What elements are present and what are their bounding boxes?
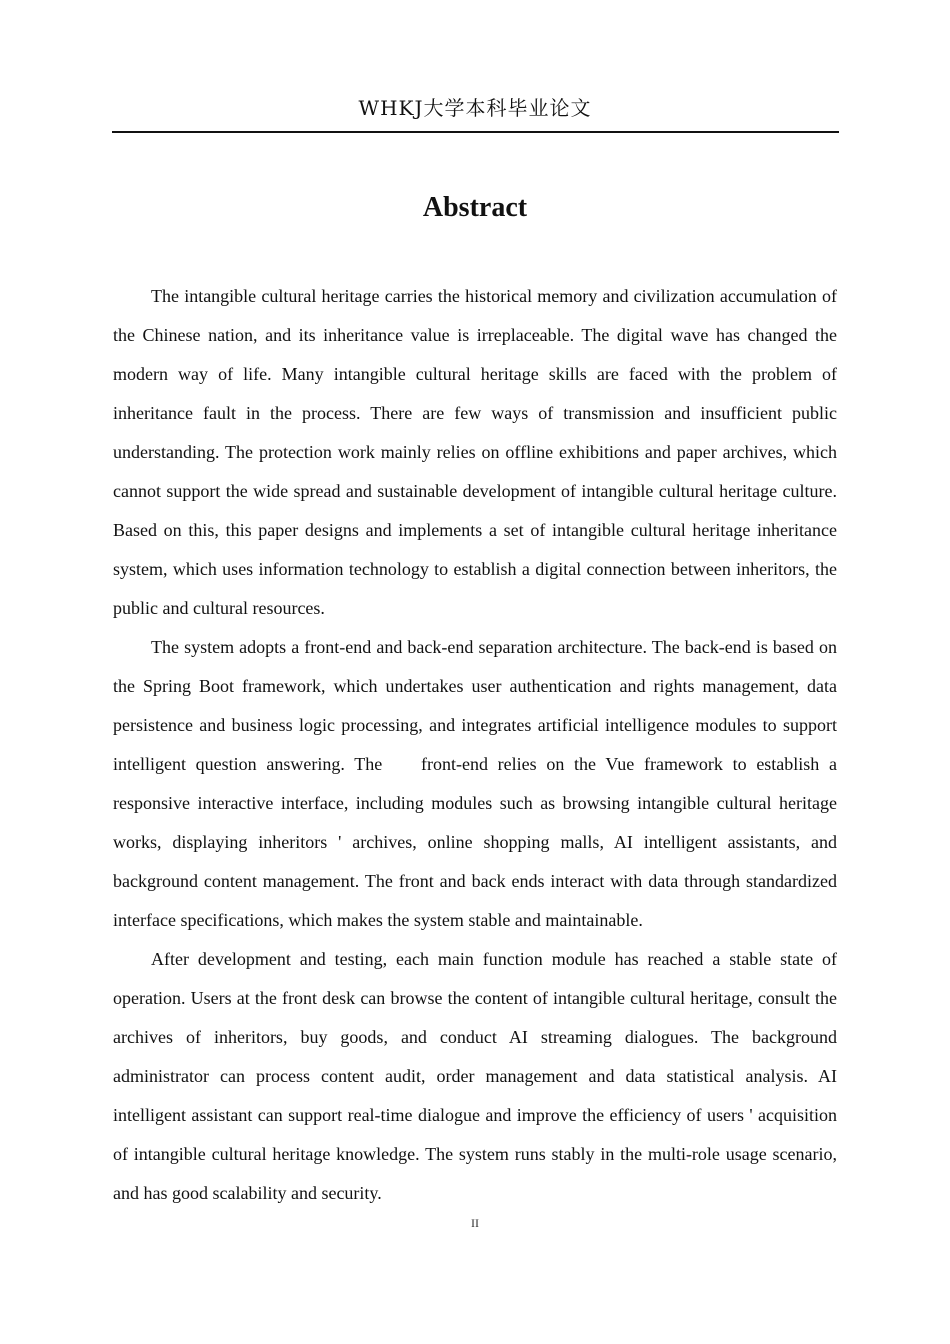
running-header: WHKJ大学本科毕业论文 bbox=[358, 96, 592, 120]
paragraph: After development and testing, each main function module has reached a stable state of operation. Users at the front desk can browse the content of intangible cultural heritage, consult the archives of inheritors, buy goods, and conduct AI streaming dialogues. The background administrator can process content audit, order management and data statistical analysis. AI intelligent assistant can support real-time dialogue and improve the efficiency of users ' acquisition of intangible cultural heritage knowledge. The system runs stably in the multi-role usage scenario, and has good scalability and security. bbox=[113, 949, 837, 1203]
header-rule bbox=[112, 131, 839, 133]
paragraph: The intangible cultural heritage carries the historical memory and civilization accumulation of the Chinese nation, and its inheritance value is irreplaceable. The digital wave has changed the modern way of life. Many intangible cultural heritage skills are faced with the problem of inheritance fault in the process. There are few ways of transmission and insufficient public understanding. The protection work mainly relies on offline exhibitions and paper archives, which cannot support the wide spread and sustainable development of intangible cultural heritage culture. Based on this, this paper designs and implements a set of intangible cultural heritage inheritance system, which uses information technology to establish a digital connection between inheritors, the public and cultural resources. bbox=[113, 286, 837, 618]
page-number: II bbox=[471, 1216, 479, 1230]
section-title: Abstract bbox=[422, 192, 528, 223]
abstract-body bbox=[113, 277, 842, 1213]
paragraph: The system adopts a front-end and back-end separation architecture. The back-end is based on the Spring Boot framework, which undertakes user authentication and rights management, data persistence and business logic processing, and integrates artificial intelligence modules to support intelligent question answering. The front-end relies on the Vue framework to establish a responsive interactive interface, including modules such as browsing intangible cultural heritage works, displaying inheritors ' archives, online shopping malls, AI intelligent assistants, and background content management. The front and back ends interact with data through standardized interface specifications, which makes the system stable and maintainable. bbox=[113, 637, 842, 930]
